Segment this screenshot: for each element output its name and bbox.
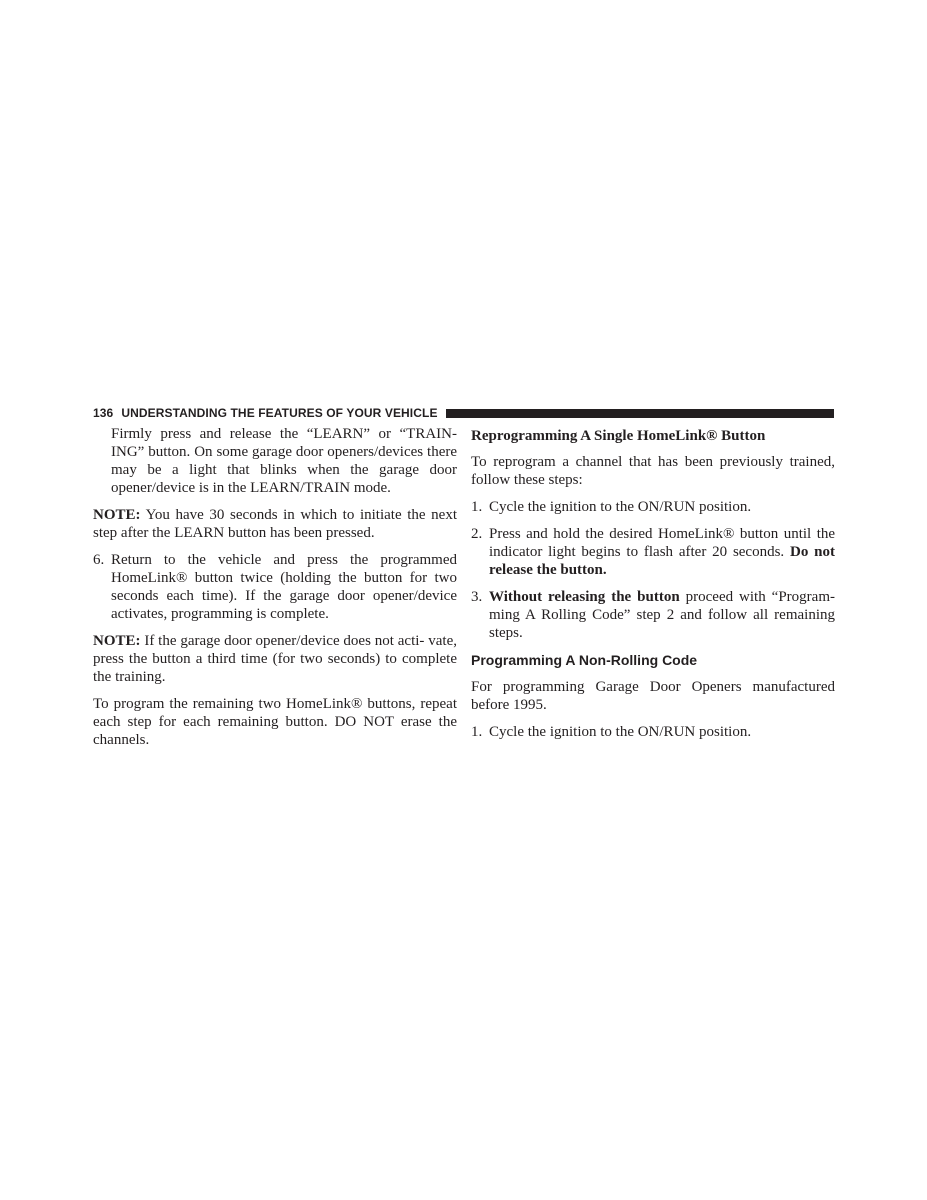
non-rolling-step-1: 1. Cycle the ignition to the ON/RUN position.	[471, 724, 752, 740]
header-rule	[446, 409, 834, 418]
note-learn-timeout: NOTE: You have 30 seconds in which to initiate the next step after the LEARN button has been pressed.	[93, 507, 457, 541]
step-6: 6. Return to the vehicle and press the programmed HomeLink® button twice (holding the button for two seconds each time). If the garage door opener/device activates, programming is complete.	[93, 552, 457, 622]
section-title: UNDERSTANDING THE FEATURES OF YOUR VEHICLE	[121, 406, 438, 420]
reprogram-step-1: 1. Cycle the ignition to the ON/RUN position.	[471, 499, 752, 515]
right-column	[471, 425, 835, 750]
reprogram-intro: To reprogram a channel that has been previously trained, follow these steps:	[471, 454, 835, 488]
reprogram-step-2: 2. Press and hold the desired HomeLink® button until the indicator light begins to flash after 20 seconds. Do not release the button.	[471, 526, 836, 578]
remaining-buttons-paragraph: To program the remaining two HomeLink® buttons, repeat each step for each remaining button. DO NOT erase the channels.	[93, 696, 457, 748]
heading-non-rolling: Programming A Non-Rolling Code	[471, 652, 698, 668]
page-header	[93, 405, 834, 421]
heading-reprogramming: Reprogramming A Single HomeLink® Button	[471, 428, 766, 444]
page-number: 136	[93, 406, 114, 420]
note-not-activate: NOTE: If the garage door opener/device does not acti- vate, press the button a third time (for two seconds) to complete the training.	[93, 633, 457, 685]
step-5-continuation: Firmly press and release the “LEARN” or “TRAIN- ING” button. On some garage door openers/devices there may be a light that blinks when the garage door opener/device is in the LEARN/TRAIN mode.	[111, 426, 458, 496]
left-column	[93, 425, 457, 758]
non-rolling-intro: For programming Garage Door Openers manufactured before 1995.	[471, 679, 835, 713]
reprogram-step-3: 3. Without releasing the button proceed with “Program- ming A Rolling Code” step 2 and follow all remaining steps.	[471, 589, 835, 641]
